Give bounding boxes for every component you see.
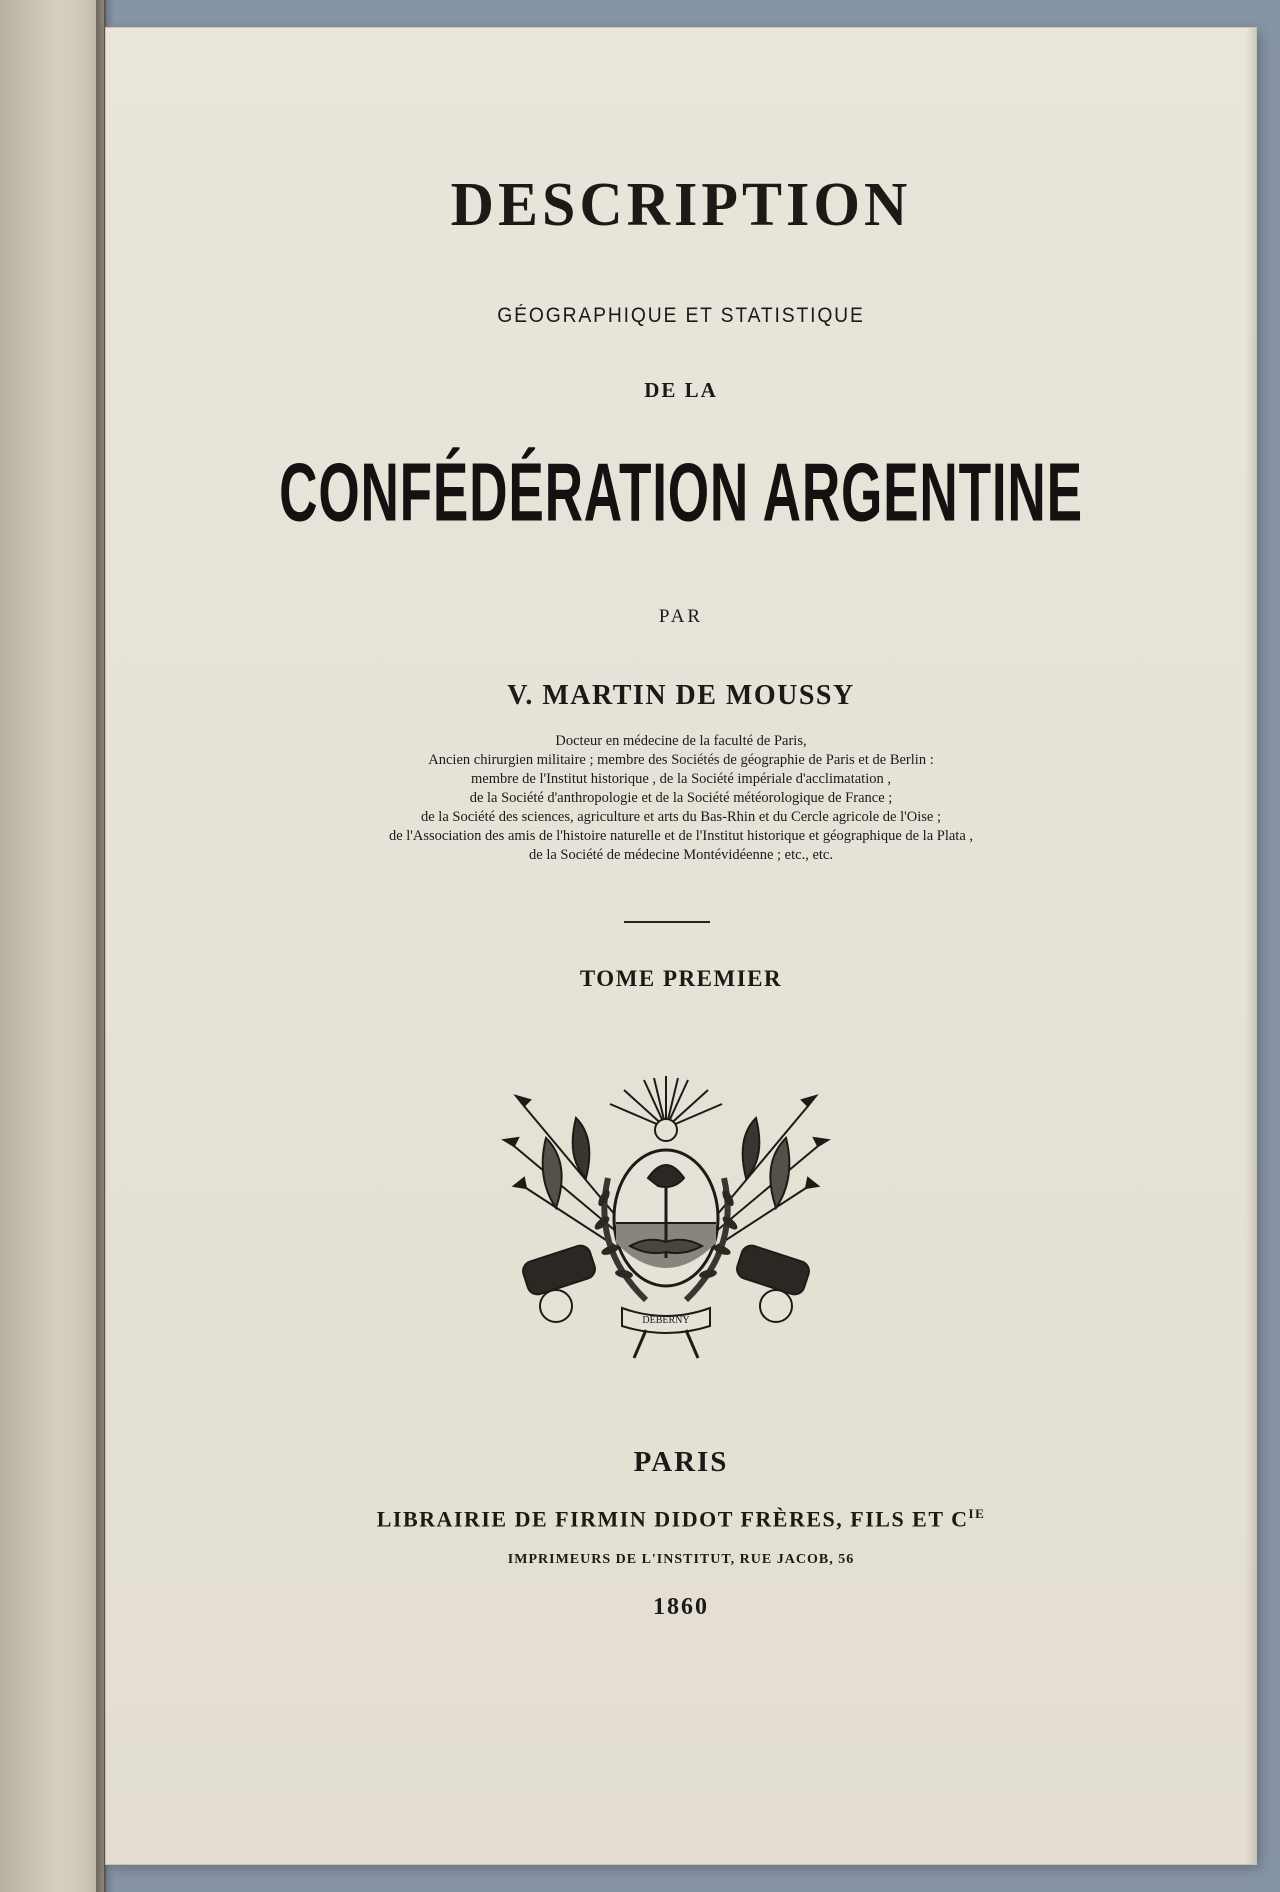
title-page xyxy=(106,28,1256,1864)
divider-rule xyxy=(624,921,710,923)
printers-address: IMPRIMEURS DE L'INSTITUT, RUE JACOB, 56 xyxy=(507,1552,855,1567)
by-line: PAR xyxy=(658,606,704,627)
author-credential: membre de l'Institut historique , de la Société impériale d'acclimatation , xyxy=(471,771,891,787)
author-credential: Docteur en médecine de la faculté de Paris, xyxy=(555,733,807,749)
title-connector: DE LA xyxy=(644,378,718,402)
book-subtitle: GÉOGRAPHIQUE ET STATISTIQUE xyxy=(497,304,865,327)
volume-label: TOME PREMIER xyxy=(579,966,783,991)
book-title: DESCRIPTION xyxy=(450,169,912,239)
publisher-line xyxy=(106,1506,1256,1532)
author-credential: Ancien chirurgien militaire ; membre des Sociétés de géographie de Paris et de Berlin : xyxy=(428,752,934,768)
main-title: CONFÉDÉRATION ARGENTINE xyxy=(279,445,1083,539)
argentine-coat-of-arms-emblem xyxy=(496,1068,836,1360)
publication-city: PARIS xyxy=(633,1446,729,1478)
publisher-superscript: IE xyxy=(968,1506,986,1521)
author-credential: de l'Association des amis de l'histoire naturelle et de l'Institut historique et géographique de la Plata , xyxy=(388,828,974,844)
author-credential: de la Société des sciences, agriculture et arts du Bas-Rhin et du Cercle agricole de l'Oise ; xyxy=(421,809,941,825)
page-edge-shade xyxy=(1246,28,1256,1864)
author-credential: de la Société de médecine Montévidéenne ; etc., etc. xyxy=(529,847,833,863)
author-credential: de la Société d'anthropologie et de la Société météorologique de France ; xyxy=(469,790,893,806)
left-page-edge xyxy=(0,0,106,1892)
publication-year: 1860 xyxy=(653,1594,709,1620)
author-name: V. MARTIN DE MOUSSY xyxy=(507,680,855,711)
publisher-name: LIBRAIRIE DE FIRMIN DIDOT FRÈRES, FILS ET C xyxy=(376,1506,969,1532)
engraver-signature: DEBERNY xyxy=(642,1315,690,1326)
